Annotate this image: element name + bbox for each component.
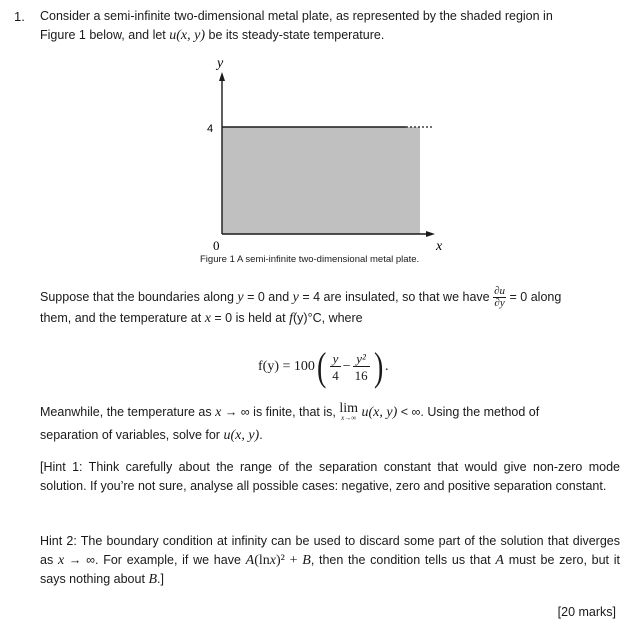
- origin-label: 0: [213, 238, 220, 253]
- shaded-plate-region: [222, 127, 420, 234]
- limit-operator: lim x→∞: [339, 401, 358, 422]
- x-axis-arrow: [426, 231, 435, 237]
- limit-line-1: Meanwhile, the temperature as x → ∞ is finite, that is, lim x→∞ u(x, y) < ∞. Using the method of: [40, 401, 540, 422]
- question-intro: [40, 7, 620, 45]
- y-axis-arrow: [219, 72, 225, 81]
- du-dy-fraction: $\frac{\partial u}{\partial y}$: [494, 285, 506, 309]
- formula-term-1: $\frac{y}{4}$: [332, 351, 339, 383]
- intro-line-2: Figure 1 below, and let u(x, y) be its steady-state temperature.: [40, 28, 385, 43]
- limit-line-2: separation of variables, solve for u(x, y).: [40, 428, 263, 443]
- boundary-line-2: them, and the temperature at x = 0 is held at f(y)°C, where: [40, 311, 363, 326]
- left-paren: (: [316, 344, 327, 389]
- limit-paragraph: [40, 402, 620, 445]
- hint-2: [40, 532, 620, 589]
- y-tick-4: 4: [207, 123, 214, 135]
- hint-1-text: [Hint 1: Think carefully about the range of the separation constant that would give non-zero mode solution. If you’re not sure, analyse all possible cases: negative, zero and positive separation constant.: [40, 460, 620, 493]
- formula-term-2: $\frac{\text{y²}}{16}$: [354, 351, 368, 383]
- formula-lhs: f(y) = 100: [258, 359, 315, 374]
- figure-caption: Figure 1 A semi-infinite two-dimensional metal plate.: [200, 254, 420, 265]
- intro-line-1: Consider a semi-infinite two-dimensional metal plate, as represented by the shaded region in: [40, 9, 553, 23]
- formula-minus: −: [342, 359, 351, 374]
- hint-1: [40, 458, 620, 496]
- formula-end: .: [384, 359, 389, 374]
- marks-label: [20 marks]: [557, 605, 616, 619]
- right-paren: ): [373, 344, 383, 389]
- boundary-paragraph: [40, 286, 620, 328]
- temperature-formula: [258, 344, 389, 389]
- boundary-line-1: Suppose that the boundaries along y = 0 and y = 4 are insulated, so that we have $\frac{\partial u}{\partial y}$ = 0 along: [40, 285, 562, 309]
- hint-2-text: Hint 2: The boundary condition at infinity can be used to discard some part of the solution that diverges as x → ∞. For example, if we have A(lnx)² + B, then the condition tells us that A must be zero, but it says nothing about B.]: [40, 534, 620, 587]
- y-axis-label: y: [217, 56, 224, 71]
- metal-plate-figure: [190, 50, 450, 255]
- question-number: 1.: [14, 9, 25, 24]
- x-axis-label: x: [436, 239, 443, 254]
